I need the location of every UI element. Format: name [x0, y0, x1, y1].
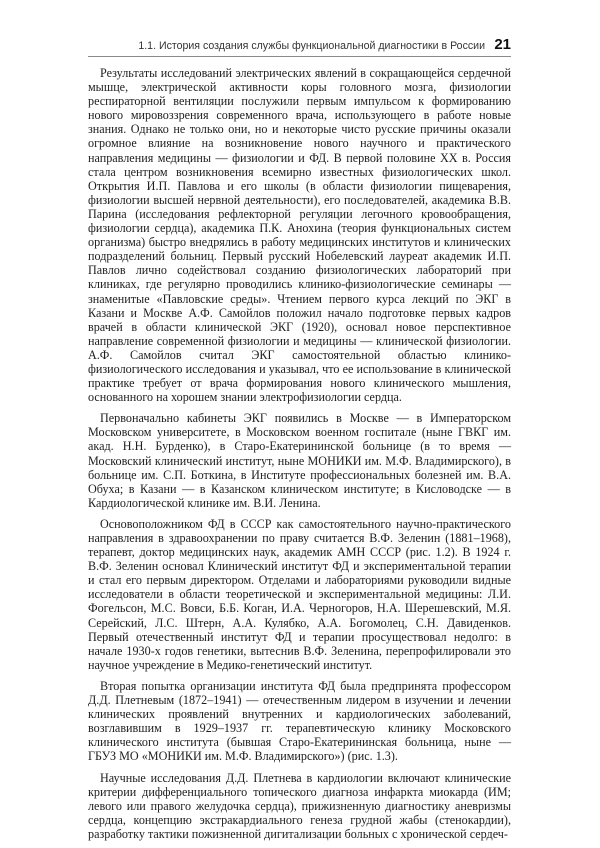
body-text	[88, 66, 511, 848]
header-divider	[88, 56, 511, 57]
paragraph: Основоположником ФД в СССР как самостоятельного научно-практического направления в здравоохранении по праву считается В.Ф. Зеленин (1881–1968), терапевт, доктор медицинских наук, академик АМН СССР (рис. 1.2). В 1924 г. В.Ф. Зеленин основал Клинический институт ФД и экспериментальной терапии и стал его первым директором. Отделами и лабораториями руководили видные исследователи в области теоретической и экспериментальной медицины: Л.И. Фогельсон, М.С. Вовси, Б.Б. Коган, И.А. Черногоров, Н.А. Шерешевский, М.Я. Серейский, Л.С. Штерн, А.А. Кулябко, А.А. Богомолец, С.Н. Давиденков. Первый отечественный институт ФД и терапии просуществовал недолго: в начале 1930-х годов генетики, вытеснив В.Ф. Зеленина, перепрофилировали это научное учреждение в Медико-генетический институт.	[88, 516, 511, 672]
paragraph: Научные исследования Д.Д. Плетнева в кардиологии включают клинические критерии дифференциального топического диагноза инфаркта миокарда (ИМ; левого или правого желудочка сердца), прижизненную диагностику аневризмы сердца, концепцию экстракардиального генеза грудной жабы (стенокардии), разработку тактики пожизненной дигитализации больных с хронической сердеч-	[88, 770, 511, 841]
paragraph: Результаты исследований электрических явлений в сокращающейся сердечной мышце, электрической активности коры головного мозга, физиологии респираторной вентиляции послужили первым импульсом к формированию нового мировоззрения современного врача, использующего в работе новые знания. Однако не только они, но и некоторые чисто русские причины оказали огромное влияние на возникновение нового научного и практического направления медицины — физиологии и ФД. В первой половине XX в. Россия стала центром возникновения всемирно известных физиологических школ. Открытия И.П. Павлова и его школы (в области физиологии пищеварения, физиологии высшей нервной деятельности), его последователей, академика В.В. Парина (исследования рефлекторной регуляции легочного кровообращения, физиологии сердца), академика П.К. Анохина (теория функциональных систем организма) быстро внедрялись в работу медицинских институтов и клинических подразделений больниц. Первый русский Нобелевский лауреат академик И.П. Павлов лично содействовал созданию физиологических лабораторий при клиниках, где регулярно проводились клинико-физиологические семинары — знаменитые «Павловские среды». Чтением первого курса лекций по ЭКГ в Казани и Москве А.Ф. Самойлов положил начало подготовке первых кадров врачей в области клинической ЭКГ (1920), основал новое перспективное направление современной физиологии и медицины — клинической физиологии. А.Ф. Самойлов считал ЭКГ самостоятельной областью клинико-физиологического исследования и указывал, что ее использование в клинической практике требует от врача формирования нового клинического мышления, основанного на хорошем знании электрофизиологии сердца.	[88, 66, 511, 405]
paragraph: Первоначально кабинеты ЭКГ появились в Москве — в Императорском Московском университете, в Московском военном госпитале (ныне ГВКГ им. акад. Н.Н. Бурденко), в Старо-Екатерининской больнице (в то время — Московский клинический институт, ныне МОНИКИ им. М.Ф. Владимирского), в больнице им. С.П. Боткина, в Институте профессиональных болезней им. В.А. Обуха; в Казани — в Казанском клиническом институте; в Кисловодске — в Кардиологической клинике им. В.И. Ленина.	[88, 411, 511, 510]
running-head: 1.1. История создания службы функциональной диагностики в России	[138, 40, 485, 52]
page-number: 21	[494, 36, 511, 53]
page-header	[88, 38, 511, 54]
paragraph: Вторая попытка организации института ФД была предпринята профессором Д.Д. Плетневым (1872–1941) — отечественным лидером в изучении и лечении клинических проявлений внутренних и кардиологических заболеваний, возглавившим в 1929–1937 гг. терапевтическую клинику Московского клинического института (бывшая Старо-Екатерининская больница, ныне — ГБУЗ МО «МОНИКИ им. М.Ф. Владимирского») (рис. 1.3).	[88, 678, 511, 764]
